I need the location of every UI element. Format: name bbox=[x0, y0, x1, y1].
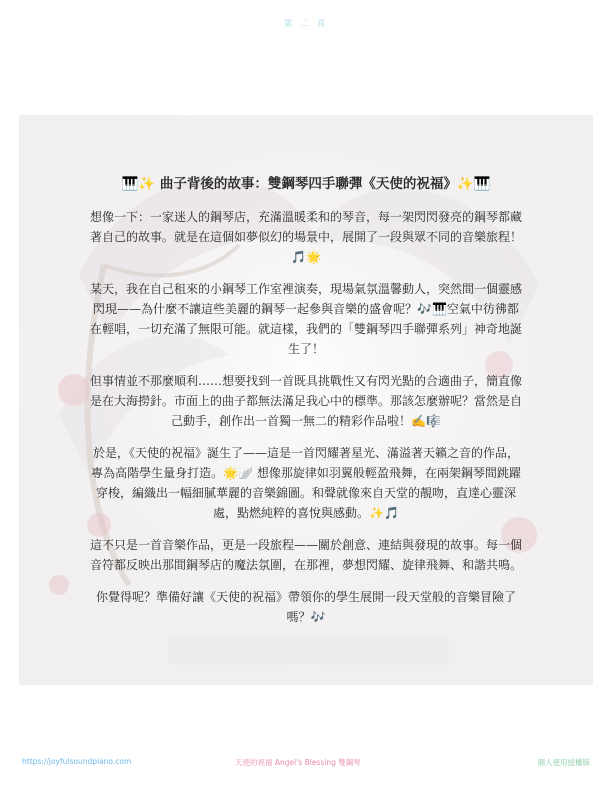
paragraph-5: 這不只是一首音樂作品，更是一段旅程——關於創意、連結與發現的故事。每一個音符都反映出那間鋼琴店的魔法氛圍，在那裡，夢想閃耀、旋律飛舞、和諧共鳴。 bbox=[89, 538, 522, 572]
paragraph-1: 想像一下：一家迷人的鋼琴店，充滿溫暖柔和的琴音，每一架閃閃發亮的鋼琴都藏著自己的故事。就是在這個如夢似幻的場景中，展開了一段與眾不同的音樂旅程！🎵🌟 bbox=[89, 210, 522, 264]
article-title: 🎹✨ 曲子背後的故事：雙鋼琴四手聯彈《天使的祝福》✨🎹 bbox=[121, 176, 491, 192]
content-panel bbox=[19, 115, 593, 685]
footer-url-link[interactable]: https://joyfulsoundpiano.com bbox=[22, 757, 132, 766]
paragraph-3: 但事情並不那麼順利……想要找到一首既具挑戰性又有閃光點的合適曲子，簡直像是在大海撈針。市面上的曲子都無法滿足我心中的標準。那該怎麼辦呢？當然是自己動手，創作出一首獨一無二的精彩作品啦！✍️🎼 bbox=[89, 374, 522, 428]
paragraph-2: 某天，我在自己租來的小鋼琴工作室裡演奏，現場氣氛溫馨動人，突然間一個靈感閃現——為什麼不讓這些美麗的鋼琴一起參與音樂的盛會呢？🎶🎹空氣中彷彿都在輕唱，一切充滿了無限可能。就這樣，我們的「雙鋼琴四手聯彈系列」神奇地誕生了！ bbox=[89, 282, 522, 356]
page-header-mark: 第 二 頁 bbox=[283, 19, 329, 28]
footer-title: 天使的祝福 Angel's Blessing 雙鋼琴 bbox=[235, 758, 361, 767]
paragraph-6: 你覺得呢？準備好讓《天使的祝福》帶領你的學生展開一段天堂般的音樂冒險了嗎？🎶 bbox=[95, 590, 516, 624]
article-body bbox=[89, 173, 523, 639]
paragraph-4: 於是，《天使的祝福》誕生了——這是一首閃耀著星光、滿溢著天籟之音的作品，專為高階學生量身打造。🌟🪽 想像那旋律如羽翼般輕盈飛舞，在兩架鋼琴間跳躍穿梭，編織出一幅細膩華麗的音樂錦圖。和聲就像來自天堂的靚吻，直達心靈深處，點燃純粹的喜悅與感動。✨🎵 bbox=[91, 446, 521, 520]
footer-license: 個人使用授權版 bbox=[537, 758, 590, 767]
page-footer bbox=[0, 757, 612, 773]
